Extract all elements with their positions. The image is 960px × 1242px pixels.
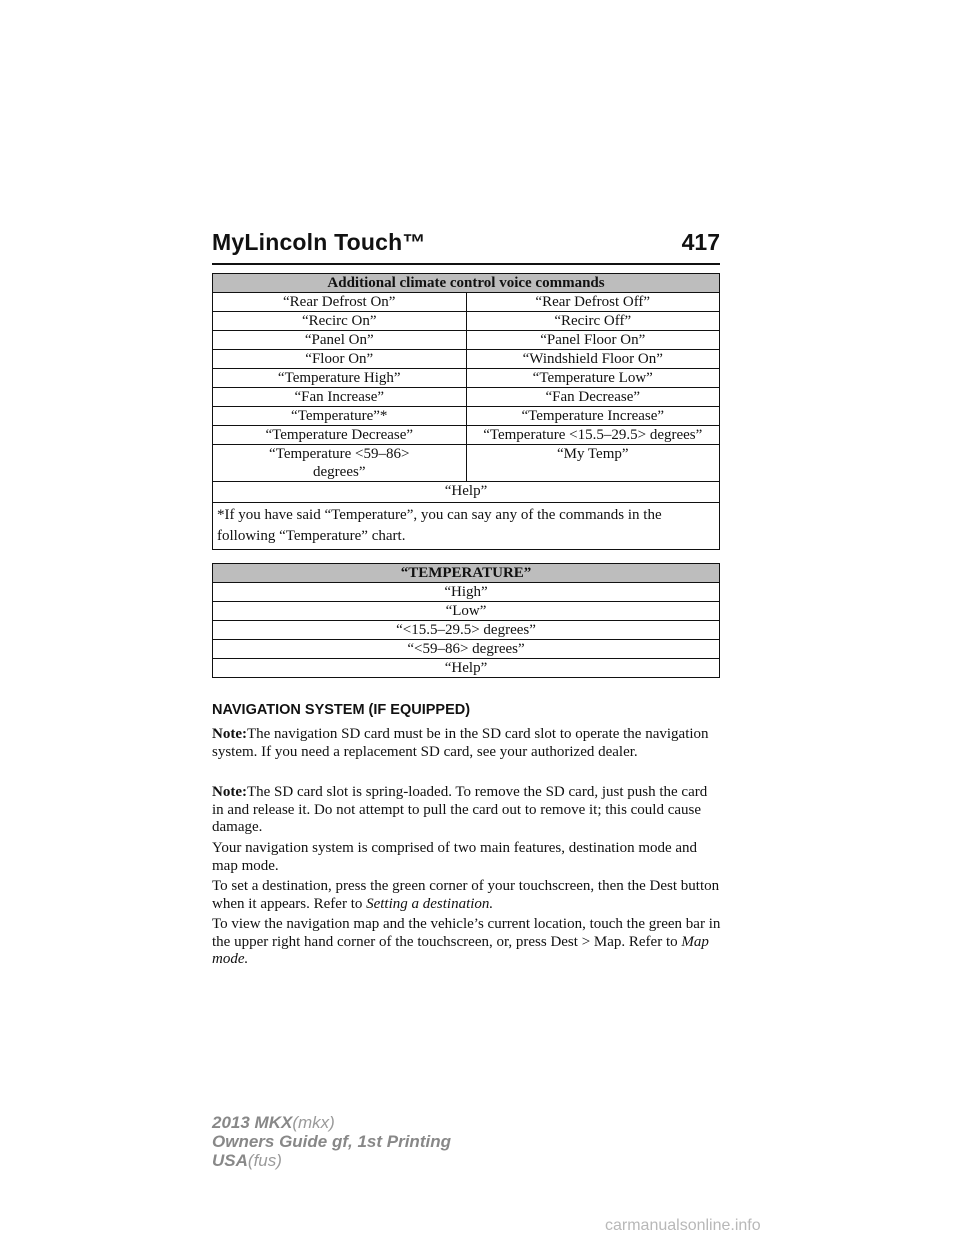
table-row [213, 331, 720, 350]
note-paragraph [212, 784, 722, 837]
table-row [213, 503, 720, 550]
table-cell: “Fan Decrease” [466, 388, 720, 407]
body-paragraph: Your navigation system is comprised of two main features, destination mode and map mode. [212, 840, 698, 874]
note-label: Note: [212, 726, 247, 742]
table-cell: “Temperature Low” [466, 369, 720, 388]
header-divider [212, 263, 720, 265]
table-row [213, 445, 720, 482]
note-label: Note: [212, 784, 247, 800]
footer-model-code: (mkx) [292, 1113, 335, 1132]
table-cell: “Temperature”* [213, 407, 467, 426]
table-cell-help: “Help” [213, 482, 720, 503]
cross-reference: Setting a destination. [366, 895, 494, 912]
table-row [213, 293, 720, 312]
table-row [213, 659, 720, 678]
table-cell: “Recirc On” [213, 312, 467, 331]
table-title: “TEMPERATURE” [213, 564, 720, 583]
footer-region-code: (fus) [247, 1151, 282, 1170]
table-footnote: *If you have said “Temperature”, you can say any of the commands in the following “Temperature” chart. [213, 503, 720, 550]
paragraph-text: To set a destination, press the green corner of your touchscreen, then the Dest button when it appears. Refer to [212, 878, 720, 912]
table-cell: “Temperature High” [213, 369, 467, 388]
footer-model: 2013 MKX [212, 1113, 293, 1132]
table-cell: “Temperature Increase” [466, 407, 720, 426]
table-row [213, 621, 720, 640]
table-cell: “Panel Floor On” [466, 331, 720, 350]
table-cell: “Windshield Floor On” [466, 350, 720, 369]
table-cell: “Low” [213, 602, 720, 621]
page-header [212, 229, 720, 263]
footer-region: USA [212, 1151, 248, 1170]
climate-voice-commands-table [212, 273, 720, 550]
table-row [213, 583, 720, 602]
table-cell: “My Temp” [466, 445, 720, 482]
table-row [213, 369, 720, 388]
body-paragraph [212, 916, 722, 969]
section-heading: NAVIGATION SYSTEM (IF EQUIPPED) [212, 702, 471, 718]
table-row [213, 407, 720, 426]
table-row [213, 350, 720, 369]
table-row [213, 640, 720, 659]
table-row [213, 388, 720, 407]
cross-reference: Map mode. [212, 933, 709, 967]
table-cell: “<59–86> degrees” [213, 640, 720, 659]
table-title: Additional climate control voice commands [213, 274, 720, 293]
watermark: carmanualsonline.info [605, 1217, 761, 1234]
table-row [213, 312, 720, 331]
body-paragraph [212, 878, 722, 913]
table-cell: “Fan Increase” [213, 388, 467, 407]
footer-guide: Owners Guide gf, 1st Printing [212, 1132, 451, 1151]
table-cell: “High” [213, 583, 720, 602]
note-text: The navigation SD card must be in the SD card slot to operate the navigation system. If you need a replacement SD card, see your authorized dealer. [212, 726, 709, 760]
note-text: The SD card slot is spring-loaded. To remove the SD card, just push the card in and release it. Do not attempt to pull the card out to remove it; this could cause damage. [212, 784, 708, 835]
table-cell: “Temperature Decrease” [213, 426, 467, 445]
table-row [213, 426, 720, 445]
table-cell: “Recirc Off” [466, 312, 720, 331]
table-cell: “Rear Defrost On” [213, 293, 467, 312]
table-cell: “Temperature <59–86> degrees” [213, 445, 467, 482]
page-number: 417 [681, 229, 720, 255]
note-paragraph [212, 726, 722, 761]
chapter-title: MyLincoln Touch™ [212, 229, 426, 255]
table-cell: “Floor On” [213, 350, 467, 369]
paragraph-text: To view the navigation map and the vehicle’s current location, touch the green bar in the upper right hand corner of the touchscreen, or, press Dest > Map. Refer to [212, 916, 721, 950]
table-cell: “Rear Defrost Off” [466, 293, 720, 312]
table-cell: “Panel On” [213, 331, 467, 350]
table-cell: “Temperature <15.5–29.5> degrees” [466, 426, 720, 445]
table-cell: “<15.5–29.5> degrees” [213, 621, 720, 640]
table-row [213, 482, 720, 503]
temperature-commands-table [212, 563, 720, 678]
table-cell: “Help” [213, 659, 720, 678]
table-row [213, 602, 720, 621]
print-footer [212, 1113, 451, 1170]
